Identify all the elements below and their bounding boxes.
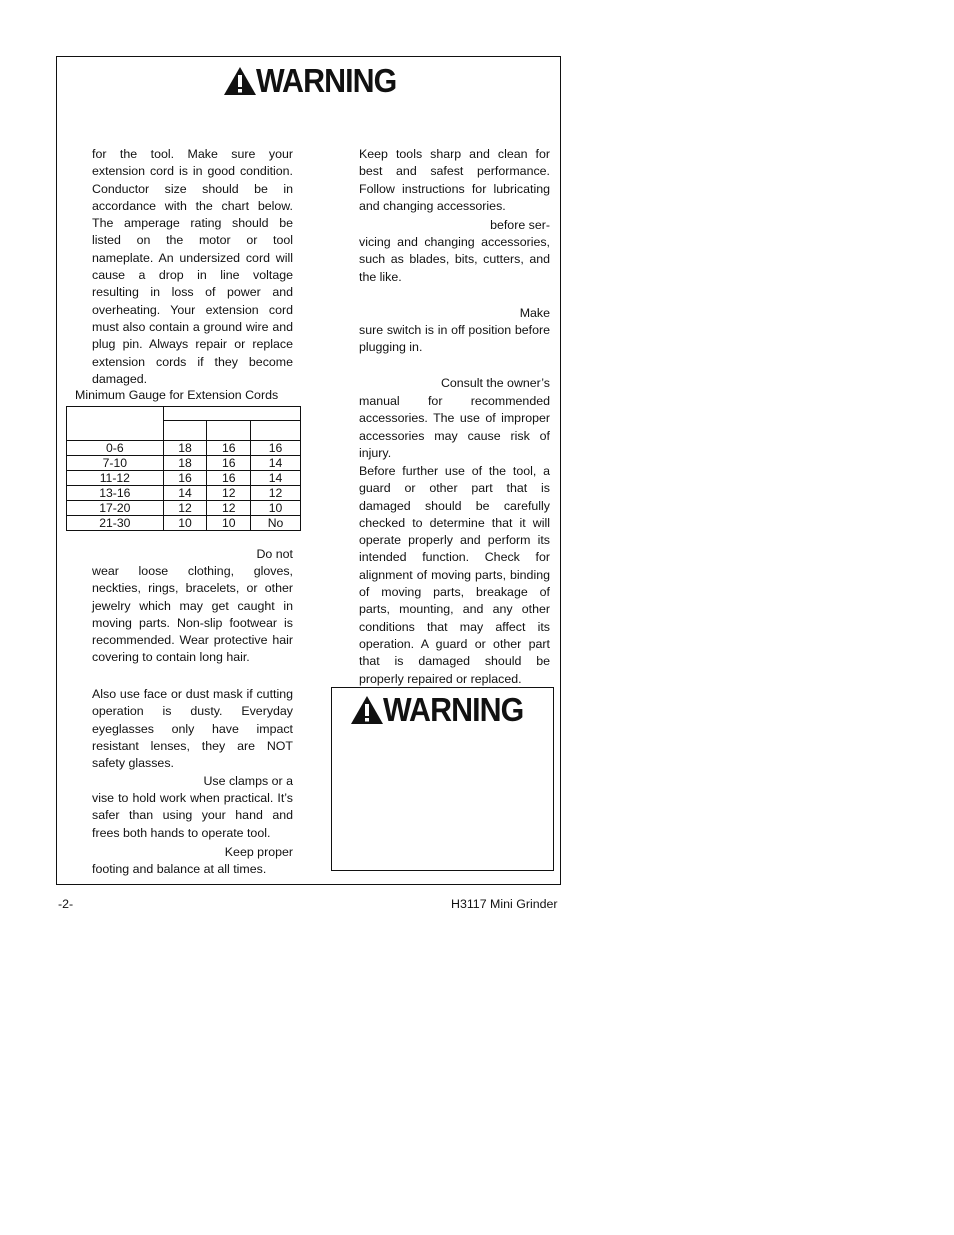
table-cell: 12 xyxy=(207,501,251,516)
table-header-cell xyxy=(67,407,164,441)
table-cell: 0-6 xyxy=(67,441,164,456)
warning-heading: WARNING xyxy=(383,691,524,728)
table-header-cell xyxy=(251,421,301,441)
table-cell: 7-10 xyxy=(67,456,164,471)
table-row xyxy=(67,456,301,471)
table-cell: 11-12 xyxy=(67,471,164,486)
mask-paragraph: Also use face or dust mask if cutting operation is dusty. Everyday eyeglasses only have impact resistant lenses, they are NOT safety glasses. xyxy=(92,687,293,771)
table-header-cell xyxy=(163,407,300,421)
manual-lead: Consult the owner’s xyxy=(440,376,550,390)
servicing-lead: before ser- xyxy=(490,218,550,232)
footing-lead: Keep proper xyxy=(224,845,293,859)
warning-heading: WARNING xyxy=(256,62,397,99)
clamps-lead: Use clamps or a xyxy=(203,774,293,788)
table-row xyxy=(67,486,301,501)
table-header-cell xyxy=(207,421,251,441)
table-cell: 12 xyxy=(207,486,251,501)
table-cell: 17-20 xyxy=(67,501,164,516)
gauge-table xyxy=(66,406,301,531)
switch-paragraph: sure switch is in off position before plugging in. xyxy=(359,323,550,355)
table-cell: 21-30 xyxy=(67,516,164,531)
table-cell: 18 xyxy=(163,456,207,471)
table-row xyxy=(67,516,301,531)
table-cell: 18 xyxy=(163,441,207,456)
table-row xyxy=(67,501,301,516)
table-row xyxy=(67,441,301,456)
warning-triangle-icon xyxy=(222,65,258,97)
damaged-parts-paragraph: Before further use of the tool, a guard or other part that is damaged should be carefully checked to determine that it will operate properly and perform its intended function. Check for alignment of moving parts, binding of moving parts, breakage of parts, mounting, and any other conditions that may affect its operation. A guard or other part that is damaged should be properly repaired or replaced. xyxy=(359,464,550,686)
table-cell: 12 xyxy=(251,486,301,501)
table-cell: No xyxy=(251,516,301,531)
table-cell: 16 xyxy=(163,471,207,486)
table-cell: 14 xyxy=(163,486,207,501)
table-cell: 12 xyxy=(163,501,207,516)
table-header-cell xyxy=(163,421,207,441)
table-row xyxy=(67,471,301,486)
table-cell: 16 xyxy=(251,441,301,456)
manual-paragraph: manual for recommended accessories. The use of improper accessories may cause risk of injury. xyxy=(359,394,550,460)
box-warning xyxy=(349,693,536,726)
table-cell: 16 xyxy=(207,471,251,486)
sharp-paragraph: Keep tools sharp and clean for best and safest performance. Follow instructions for lubricating and changing accessories. xyxy=(359,147,550,213)
table-cell: 16 xyxy=(207,456,251,471)
table-cell: 14 xyxy=(251,456,301,471)
clothing-paragraph: wear loose clothing, gloves, neckties, rings, bracelets, or other jewelry which may get caught in moving parts. Non-slip footwear is recommended. Wear protective hair covering to contain long hair. xyxy=(92,564,293,665)
table-caption: Minimum Gauge for Extension Cords xyxy=(75,388,279,402)
clothing-lead: Do not xyxy=(256,547,293,561)
page-number: -2- xyxy=(58,897,74,911)
table-cell: 13-16 xyxy=(67,486,164,501)
table-cell: 10 xyxy=(207,516,251,531)
table-cell: 10 xyxy=(251,501,301,516)
table-header-row xyxy=(67,407,301,421)
table-cell: 10 xyxy=(163,516,207,531)
switch-lead: Make xyxy=(519,306,550,320)
clamps-paragraph: vise to hold work when practical. It’s safer than using your hand and frees both hands to operate tool. xyxy=(92,791,293,840)
table-cell: 16 xyxy=(207,441,251,456)
table-cell: 14 xyxy=(251,471,301,486)
servicing-paragraph: vicing and changing accessories, such as blades, bits, cutters, and the like. xyxy=(359,235,550,284)
document-title: H3117 Mini Grinder xyxy=(451,897,558,911)
warning-triangle-icon xyxy=(349,694,385,726)
extension-cord-paragraph: for the tool. Make sure your extension cord is in good condition. Conductor size should be in accordance with the chart below. The amperage rating should be listed on the motor or tool nameplate. An undersized cord will cause a drop in line voltage resulting in loss of power and overheating. Your extension cord must also contain a ground wire and plug pin. Always repair or replace extension cords if they become damaged. xyxy=(92,147,293,386)
header-warning xyxy=(222,64,409,97)
footing-paragraph: footing and balance at all times. xyxy=(92,862,267,876)
